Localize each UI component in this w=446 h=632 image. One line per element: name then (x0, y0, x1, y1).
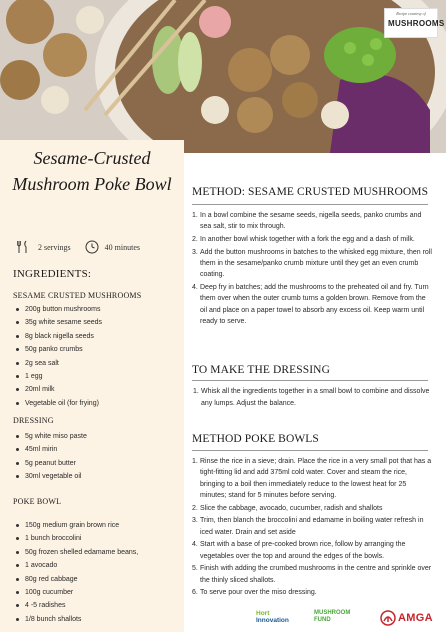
list-item: 1 bunch broccolini (16, 532, 138, 545)
list-item: 20ml milk (16, 383, 102, 396)
step-number: 1. (192, 212, 198, 219)
step-number: 6. (192, 589, 198, 597)
list-item: 45ml mirin (16, 443, 87, 456)
heading-method-poke: METHOD POKE BOWLS (192, 433, 319, 445)
list-item: 5g white miso paste (16, 430, 87, 443)
ingredient-list-poke-bowl (16, 519, 138, 626)
sub-heading-dressing: DRESSING (13, 416, 54, 425)
recipe-title-line1: Sesame-Crusted (33, 148, 151, 168)
poke-bowl-photo (0, 0, 446, 153)
servings-text: 2 servings (38, 242, 71, 252)
cutlery-icon (16, 240, 30, 254)
brand-small-text: Recipe courtesy of (396, 11, 426, 16)
divider (192, 450, 428, 451)
list-item: 2g sea salt (16, 357, 102, 370)
list-item: 50g panko crumbs (16, 343, 102, 356)
step-text: Add the button mushrooms in batches to the whisked egg mixture, then roll them in the sesame/panko crumb mixture until they get an even crumb coating. (200, 248, 432, 279)
step-text: Deep fry in batches; add the mushrooms to the preheated oil and fry. Turn them over when the outer crumb turns a golden brown. Remove from the oil and place on a paper towel to absorb any excess oil. Keep warm until ready to serve. (200, 284, 429, 326)
step-text: Finish with adding the crumbed mushrooms in the centre and sprinkle over the thinly sliced shallots. (200, 565, 432, 584)
step-number: 2. (192, 236, 198, 243)
list-item (192, 503, 432, 514)
list-item (192, 247, 432, 281)
brand-logo (384, 8, 445, 38)
step-text: Rinse the rice in a sieve; drain. Place the rice in a very small pot that has a tight-fitting lid and add 375ml cold water. Cover and steam the rice, bringing to a boil then immediately reduce to the lowest heat for 25 minutes; stand for 5 minutes before serving. (200, 458, 432, 500)
list-item (192, 282, 432, 328)
list-item: 1 avocado (16, 559, 138, 572)
method-mushrooms-steps (192, 210, 432, 329)
divider (192, 380, 428, 381)
hort-innovation-logo (256, 610, 289, 624)
list-item (192, 587, 432, 598)
fund-line1: MUSHROOM (314, 610, 351, 616)
list-item (192, 539, 432, 562)
recipe-title (0, 145, 184, 197)
hort-line1: Hort (256, 610, 270, 617)
divider (192, 204, 428, 205)
ingredients-title: INGREDIENTS: (13, 268, 92, 280)
recipe-meta (16, 237, 181, 257)
list-item (192, 234, 432, 245)
list-item: 8g black nigella seeds (16, 330, 102, 343)
heading-method-mushrooms: METHOD: SESAME CRUSTED MUSHROOMS (192, 186, 429, 198)
list-item: 200g button mushrooms (16, 303, 102, 316)
list-item: 35g white sesame seeds (16, 316, 102, 329)
ingredient-list-mushrooms (16, 303, 102, 410)
list-item (192, 210, 432, 233)
hero-photo (0, 0, 446, 153)
hort-line2: Innovation (256, 617, 289, 624)
step-number: 1. (192, 458, 198, 465)
time-text: 40 minutes (104, 242, 141, 252)
step-number: 5. (192, 565, 198, 573)
method-poke-steps (192, 456, 432, 600)
list-item: 150g medium grain brown rice (16, 519, 138, 532)
amga-text: AMGA (398, 612, 433, 624)
step-number: 2. (192, 504, 198, 512)
step-text: Start with a base of pre-cooked brown rice, follow by arranging the vegetables over the top and around the edges of the bowls. (200, 541, 406, 560)
amga-logo (380, 610, 433, 626)
list-item: 1 egg (16, 370, 102, 383)
sub-heading-mushrooms: SESAME CRUSTED MUSHROOMS (13, 291, 142, 300)
step-number: 1. (193, 388, 199, 395)
step-text: Trim, then blanch the broccolini and edamame in boiling water refresh in iced water. Drain and set aside (200, 517, 424, 536)
list-item: 4 -5 radishes (16, 599, 138, 612)
clock-icon (85, 240, 99, 254)
step-text: Whisk all the ingredients together in a small bowl to combine and dissolve any lumps. Adjust the balance. (201, 388, 430, 407)
step-text: Slice the cabbage, avocado, cucumber, radish and shallots (200, 504, 383, 512)
sub-heading-poke-bowl: POKE BOWL (13, 497, 62, 506)
list-item (192, 456, 432, 502)
list-item: 30ml vegetable oil (16, 470, 87, 483)
sponsor-logos (256, 608, 436, 630)
list-item (192, 515, 432, 538)
list-item: Vegetable oil (for frying) (16, 397, 102, 410)
amga-emblem-icon (380, 610, 396, 626)
ingredient-list-dressing (16, 430, 87, 484)
step-number: 3. (192, 248, 198, 256)
list-item: 80g red cabbage (16, 573, 138, 586)
step-number: 3. (192, 517, 198, 525)
recipe-title-line2: Mushroom Poke Bowl (12, 174, 172, 194)
mushroom-fund-logo (314, 610, 350, 623)
dressing-step (193, 386, 433, 409)
step-text: In a bowl combine the sesame seeds, nigella seeds, panko crumbs and sea salt, stir to mix through. (200, 212, 422, 231)
fund-line2: FUND (314, 616, 331, 623)
list-item: 5g peanut butter (16, 457, 87, 470)
list-item: 1/8 bunch shallots (16, 613, 138, 626)
step-number: 4. (192, 541, 198, 549)
step-number: 4. (192, 284, 198, 291)
step-text: In another bowl whisk together with a fork the egg and a dash of milk. (200, 236, 415, 243)
brand-name: MUSHROOMS (388, 19, 445, 28)
list-item (192, 563, 432, 586)
list-item: 100g cucumber (16, 586, 138, 599)
heading-dressing-method: TO MAKE THE DRESSING (192, 364, 330, 376)
list-item: 50g frozen shelled edamame beans, (16, 546, 138, 559)
step-text: To serve pour over the miso dressing. (200, 589, 317, 597)
